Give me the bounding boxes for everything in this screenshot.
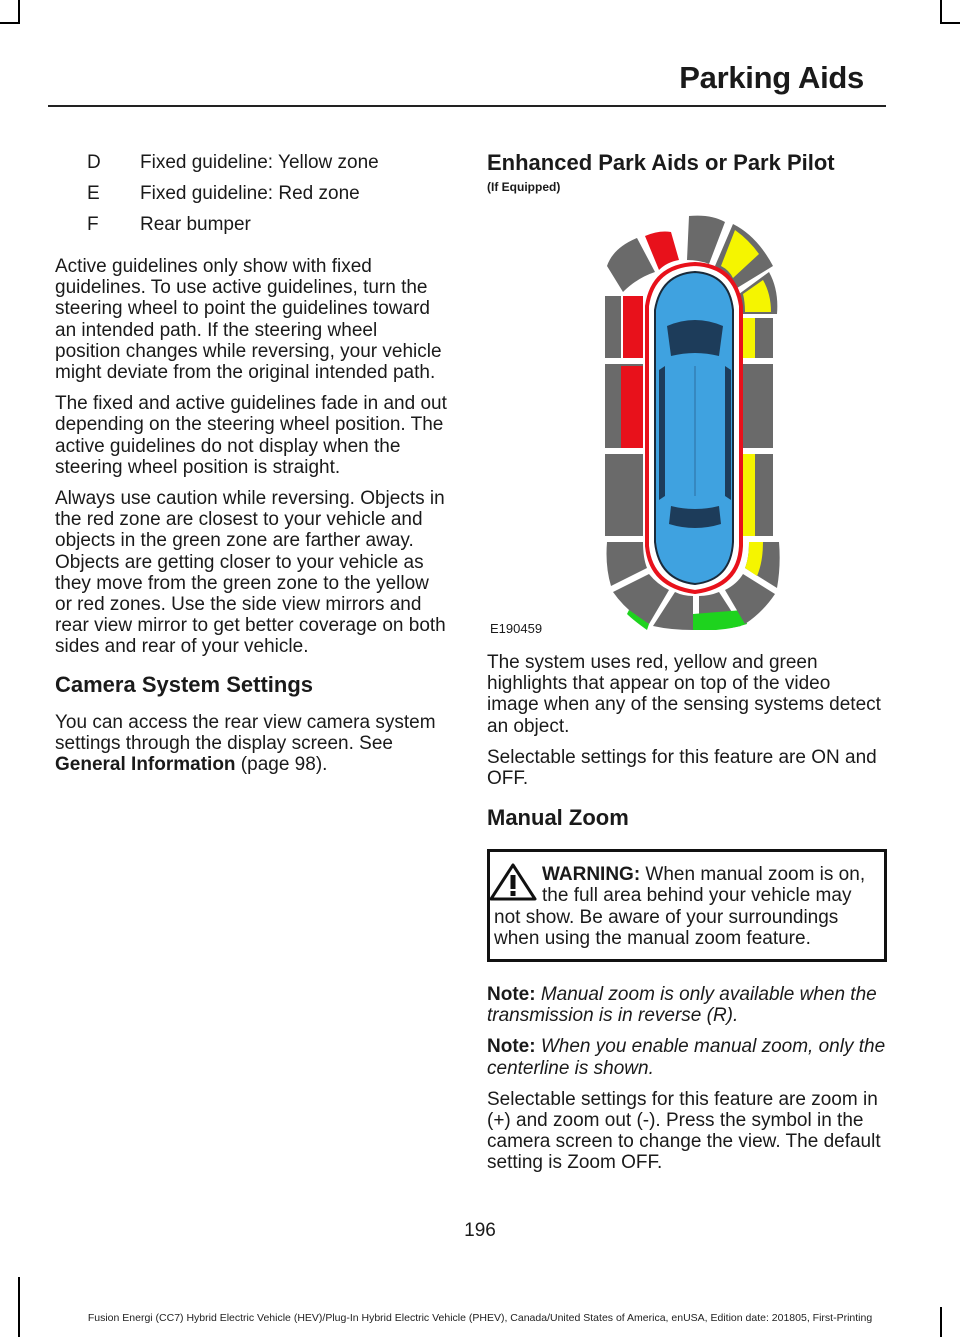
sensor-zone [623,296,643,358]
paragraph: Selectable settings for this feature are zoom in (+) and zoom out (-). Press the symbol in the camera screen to change the view. The default setting is Zoom OFF. [487,1088,881,1174]
vehicle-windshield [667,320,723,356]
crop-mark [18,0,20,22]
legend-text: Fixed guideline: Red zone [140,183,360,204]
page-title: Parking Aids [679,60,864,95]
note-label: Note: [487,984,536,1006]
text: You can access the rear view camera system settings through the display screen. See [55,711,436,754]
crop-mark [18,1277,20,1337]
figure-id: E190459 [490,621,543,636]
paragraph: Always use caution while reversing. Objects in the red zone are closest to your vehicle and objects in the green zone are farther away. Objects are getting closer to your vehicle as they move from the green zone to the yellow or red zones. Use the side view mirrors and rear view mirror to get better coverage on both sides and rear of your vehicle. [55,488,446,658]
crop-mark [940,22,960,24]
sensor-zone [741,454,755,536]
equipped-note: (If Equipped) [487,180,561,194]
header-divider [48,105,886,107]
paragraph: Selectable settings for this feature are ON and OFF. [487,746,877,790]
legend-text: Fixed guideline: Yellow zone [140,152,379,173]
park-aid-figure [487,206,887,636]
vehicle-icon [655,272,733,584]
sensor-zone [605,296,621,358]
note-text: When you enable manual zoom, only the centerline is shown. [487,1036,886,1079]
note [487,1036,887,1078]
paragraph [55,712,447,776]
paragraph: Active guidelines only show with fixed guidelines. To use active guidelines, turn the steering wheel to point the guidelines toward an intended path. If the steering wheel position changes while reversing, your vehicle might deviate from the original intended path. [55,256,442,384]
sensor-zone [741,318,755,358]
section-heading: Enhanced Park Aids or Park Pilot [487,150,835,175]
legend-key: E [87,183,100,204]
legend-text: Rear bumper [140,214,251,235]
left-column [55,150,447,785]
note-label: Note: [487,1036,536,1058]
figure-legend [87,152,447,236]
vehicle-side-window [659,366,665,500]
vehicle-rear-window [669,506,721,528]
cross-reference-link[interactable]: General Information [55,754,236,776]
sensor-zone [605,454,643,536]
note-text: Manual zoom is only available when the transmission is in reverse (R). [487,984,877,1027]
legend-key: F [87,214,99,235]
sensor-zone [741,364,773,448]
paragraph: The fixed and active guidelines fade in and out depending on the steering wheel position. The active guidelines do not display when the steering wheel position is straight. [55,393,447,478]
warning-box [487,849,887,962]
sensor-zone [621,366,643,448]
warning-label: WARNING: [542,864,641,886]
text: (page 98). [235,754,328,776]
crop-mark [0,22,20,24]
paragraph: The system uses red, yellow and green highlights that appear on top of the video image when any of the sensing systems detect an object. [487,652,881,737]
section-heading: Camera System Settings [55,671,313,697]
note [487,984,887,1026]
warning-triangle-icon [488,862,538,902]
right-column [487,150,887,1184]
vehicle-side-window [725,366,731,500]
warning-text [490,862,868,949]
section-heading: Manual Zoom [487,805,629,831]
legend-key: D [87,152,101,173]
park-aid-diagram [487,206,887,630]
footer-text: Fusion Energi (CC7) Hybrid Electric Vehicle (HEV)/Plug-In Hybrid Electric Vehicle (PHEV), Canada/United States of America, enUSA, Edition date: 201805, First-Printing [87,1312,873,1324]
text: When manual zoom is on, the full area behind your vehicle may not show. Be aware of your surroundings when using the manual zoom feature. [494,864,866,949]
crop-mark [940,0,942,22]
sensor-zone [607,238,655,292]
page-number: 196 [464,1220,496,1241]
